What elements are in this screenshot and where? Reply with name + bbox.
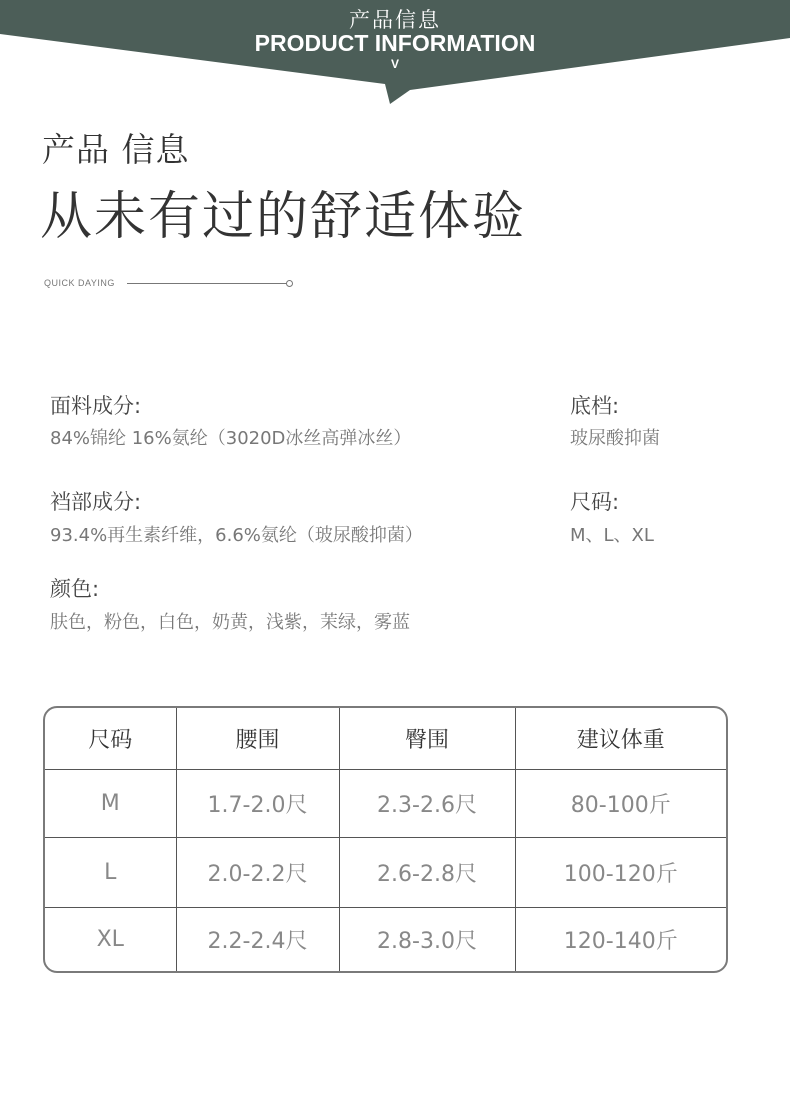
table-row bbox=[45, 837, 726, 907]
header-waist: 腰围 bbox=[176, 708, 339, 769]
crotch-material-label: 裆部成分: bbox=[50, 490, 142, 514]
fabric-value: 84%锦纶 16%氨纶（3020D冰丝高弹冰丝） bbox=[50, 428, 412, 449]
banner-title-en: PRODUCT INFORMATION bbox=[254, 30, 536, 56]
table-cell: L bbox=[45, 837, 176, 907]
size-label: 尺码: bbox=[570, 490, 620, 514]
table-cell: M bbox=[45, 769, 176, 837]
size-value: M、L、XL bbox=[570, 525, 654, 546]
table-cell: 2.0-2.2尺 bbox=[176, 837, 339, 907]
table-cell: 2.6-2.8尺 bbox=[339, 837, 515, 907]
header-weight: 建议体重 bbox=[515, 708, 726, 769]
crotch-material-value: 93.4%再生素纤维，6.6%氨纶（玻尿酸抑菌） bbox=[50, 525, 423, 546]
size-chart bbox=[43, 706, 728, 973]
table-row bbox=[45, 907, 726, 971]
section-subtitle: 产品 信息 bbox=[42, 130, 190, 169]
table-cell: 2.2-2.4尺 bbox=[176, 907, 339, 971]
tagline-dot bbox=[286, 280, 293, 287]
table-header-row bbox=[45, 708, 726, 769]
tagline-divider bbox=[127, 283, 287, 284]
table-cell: 2.3-2.6尺 bbox=[339, 769, 515, 837]
product-info-banner bbox=[0, 0, 790, 110]
table-cell: 1.7-2.0尺 bbox=[176, 769, 339, 837]
size-chart-table bbox=[45, 708, 726, 971]
banner-arrow: V bbox=[390, 57, 399, 71]
table-cell: 120-140斤 bbox=[515, 907, 726, 971]
table-cell: XL bbox=[45, 907, 176, 971]
banner-title-cn: 产品信息 bbox=[349, 8, 441, 32]
crotch-label: 底档: bbox=[570, 394, 620, 418]
table-row bbox=[45, 769, 726, 837]
fabric-label: 面料成分: bbox=[50, 394, 142, 418]
crotch-value: 玻尿酸抑菌 bbox=[570, 428, 660, 449]
tagline: QUICK DAYING bbox=[44, 278, 115, 288]
header-size: 尺码 bbox=[45, 708, 176, 769]
section-title: 从未有过的舒适体验 bbox=[40, 187, 527, 247]
color-value: 肤色，粉色，白色，奶黄，浅紫，茉绿，雾蓝 bbox=[50, 612, 410, 633]
header-hip: 臀围 bbox=[339, 708, 515, 769]
color-label: 颜色: bbox=[50, 577, 100, 601]
table-cell: 100-120斤 bbox=[515, 837, 726, 907]
table-cell: 80-100斤 bbox=[515, 769, 726, 837]
table-cell: 2.8-3.0尺 bbox=[339, 907, 515, 971]
